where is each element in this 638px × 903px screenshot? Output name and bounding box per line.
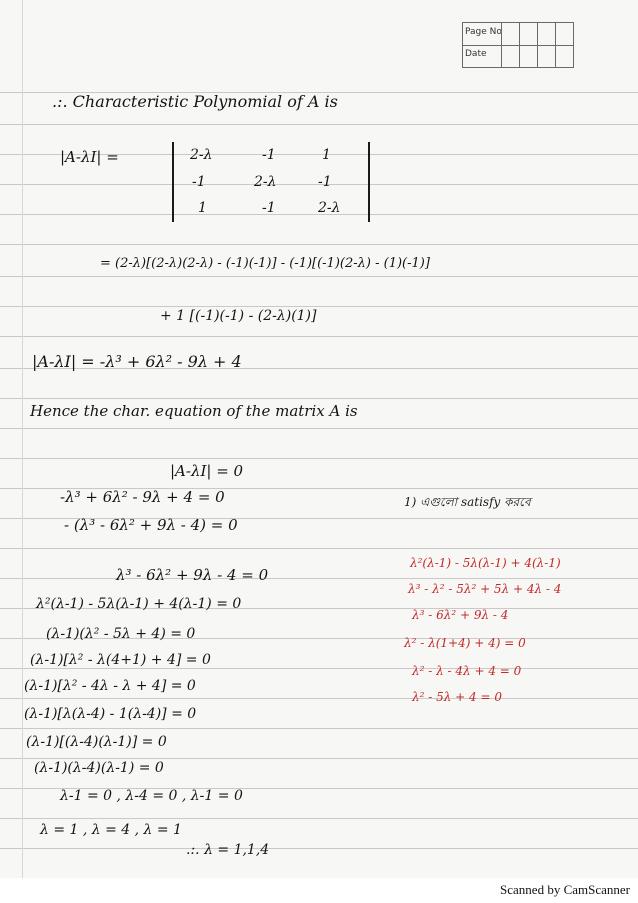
side-note-red-line: λ²(λ-1) - 5λ(λ-1) + 4(λ-1) xyxy=(410,556,561,570)
date-label: Date xyxy=(465,49,487,59)
final-answer: .:. λ = 1,1,4 xyxy=(186,842,270,858)
margin-line xyxy=(22,0,23,878)
ruled-line xyxy=(0,578,638,579)
determinant-right-bar xyxy=(368,142,370,222)
side-note-red-line: λ³ - λ² - 5λ² + 5λ + 4λ - 4 xyxy=(408,582,562,596)
page-date-box xyxy=(462,22,574,68)
step-line: λ²(λ-1) - 5λ(λ-1) + 4(λ-1) = 0 xyxy=(36,596,242,612)
ruled-line xyxy=(0,276,638,277)
scanner-footer xyxy=(0,878,638,903)
ruled-line xyxy=(0,848,638,849)
date-row xyxy=(463,45,573,67)
step-line: (λ-1)[(λ-4)(λ-1)] = 0 xyxy=(26,734,167,750)
ruled-line xyxy=(0,124,638,125)
det-cell: -1 xyxy=(262,200,276,216)
ruled-line xyxy=(0,244,638,245)
ruled-line xyxy=(0,668,638,669)
step-line: - (λ³ - 6λ² + 9λ - 4) = 0 xyxy=(64,516,238,534)
det-cell: 2-λ xyxy=(254,174,277,190)
step-line: λ³ - 6λ² + 9λ - 4 = 0 xyxy=(116,566,269,584)
det-cell: 1 xyxy=(198,200,207,216)
ruled-line xyxy=(0,818,638,819)
det-cell: 2-λ xyxy=(190,147,213,163)
scanner-watermark: Scanned by CamScanner xyxy=(500,882,630,897)
det-cell: -1 xyxy=(192,174,206,190)
det-cell: -1 xyxy=(318,174,332,190)
side-note-red-line: λ² - 5λ + 4 = 0 xyxy=(412,690,502,704)
ruled-line xyxy=(0,758,638,759)
ruled-line xyxy=(0,728,638,729)
det-cell: 2-λ xyxy=(318,200,341,216)
characteristic-polynomial: |A-λI| = -λ³ + 6λ² - 9λ + 4 xyxy=(32,352,242,371)
step-line: λ = 1 , λ = 4 , λ = 1 xyxy=(40,822,182,838)
step-line: (λ-1)[λ² - 4λ - λ + 4] = 0 xyxy=(24,678,196,694)
ruled-line xyxy=(0,336,638,337)
page-no-row xyxy=(463,23,573,46)
page-title: .:. Characteristic Polynomial of A is xyxy=(52,92,338,111)
statement-line: Hence the char. equation of the matrix A is xyxy=(30,402,358,420)
side-note-red-line: λ² - λ(1+4) + 4) = 0 xyxy=(404,636,526,650)
ruled-line xyxy=(0,398,638,399)
page-no-label: Page No xyxy=(465,27,502,37)
det-cell: -1 xyxy=(262,147,276,163)
expansion-line: + 1 [(-1)(-1) - (2-λ)(1)] xyxy=(160,308,317,324)
side-note-heading: 1) এগুলো satisfy করবে xyxy=(404,495,531,509)
ruled-line xyxy=(0,458,638,459)
determinant-left-bar xyxy=(172,142,174,222)
ruled-line xyxy=(0,306,638,307)
side-note-red-line: λ² - λ - 4λ + 4 = 0 xyxy=(412,664,522,678)
ruled-line xyxy=(0,698,638,699)
expansion-line: = (2-λ)[(2-λ)(2-λ) - (-1)(-1)] - (-1)[(-1)(2-λ) - (1)(-1)] xyxy=(100,256,430,271)
step-line: (λ-1)[λ(λ-4) - 1(λ-4)] = 0 xyxy=(24,706,197,722)
determinant-lhs: |A-λI| = xyxy=(60,148,119,166)
side-note-red-line: λ³ - 6λ² + 9λ - 4 xyxy=(412,608,509,622)
step-line: |A-λI| = 0 xyxy=(170,462,244,480)
step-line: λ-1 = 0 , λ-4 = 0 , λ-1 = 0 xyxy=(60,788,243,804)
step-line: (λ-1)(λ-4)(λ-1) = 0 xyxy=(34,760,164,776)
step-line: -λ³ + 6λ² - 9λ + 4 = 0 xyxy=(60,488,225,506)
step-line: (λ-1)(λ² - 5λ + 4) = 0 xyxy=(46,626,196,642)
det-cell: 1 xyxy=(322,147,331,163)
ruled-line xyxy=(0,548,638,549)
step-line: (λ-1)[λ² - λ(4+1) + 4] = 0 xyxy=(30,652,211,668)
ruled-line xyxy=(0,428,638,429)
